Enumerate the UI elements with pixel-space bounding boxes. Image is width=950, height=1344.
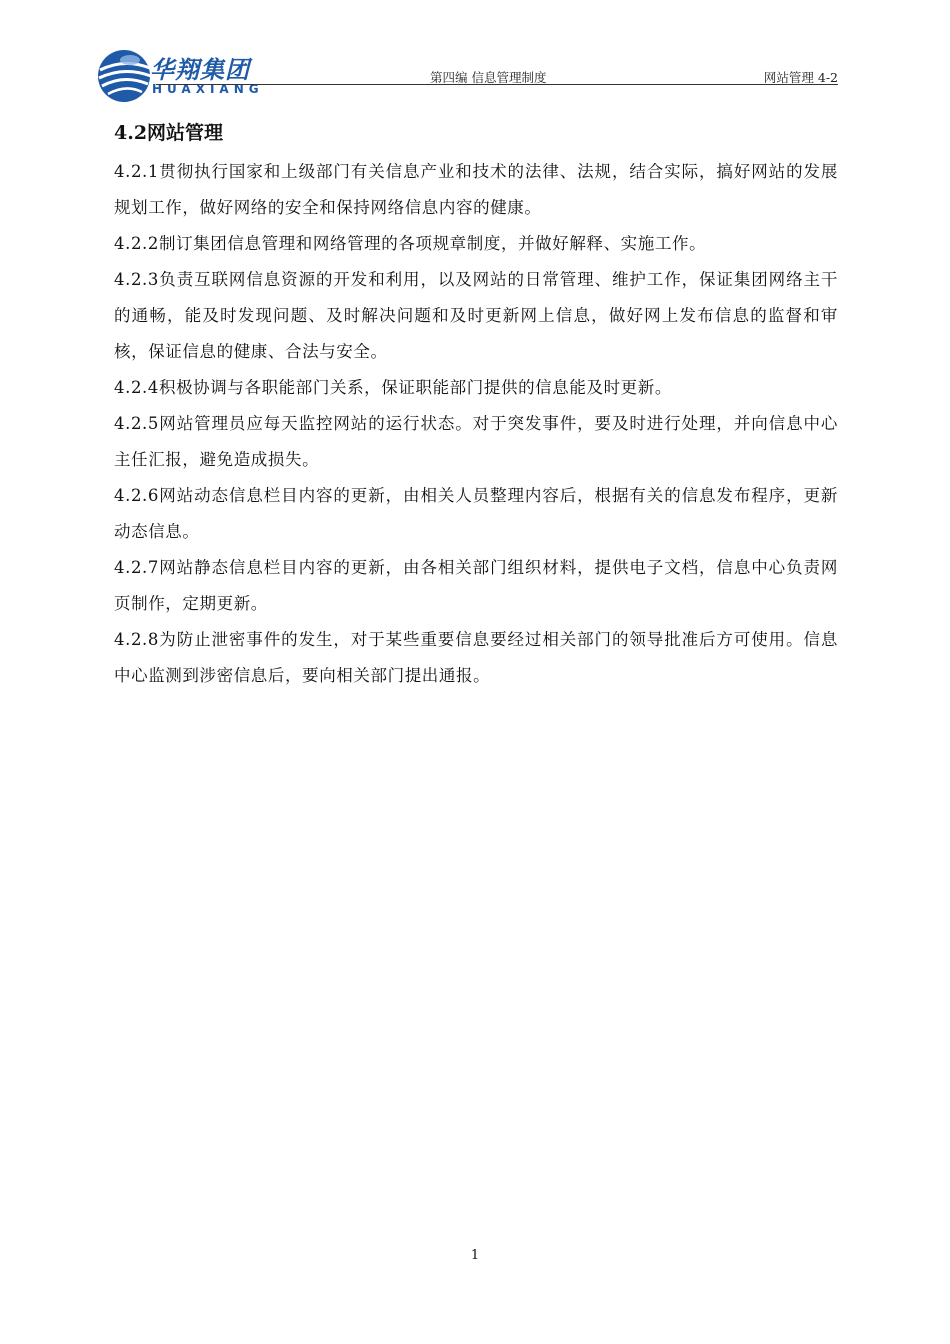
- header-divider: [156, 84, 838, 85]
- paragraph-4-2-2: 4.2.2制订集团信息管理和网络管理的各项规章制度，并做好解释、实施工作。: [114, 234, 707, 253]
- section-title: 4.2网站管理: [114, 122, 224, 144]
- page-header: [96, 44, 838, 104]
- paragraph-4-2-6: 4.2.6网站动态信息栏目内容的更新，由相关人员整理内容后，根据有关的信息发布程序，更新动态信息。: [114, 486, 838, 541]
- paragraph-4-2-3: 4.2.3负责互联网信息资源的开发和利用，以及网站的日常管理、维护工作，保证集团网络主干的通畅，能及时发现问题、及时解决问题和及时更新网上信息，做好网上发布信息的监督和审核，保证信息的健康、合法与安全。: [114, 270, 838, 361]
- header-chapter-title: 第四编 信息管理制度: [430, 70, 547, 85]
- paragraph-4-2-5: 4.2.5网站管理员应每天监控网站的运行状态。对于突发事件，要及时进行处理，并向信息中心主任汇报，避免造成损失。: [114, 414, 838, 469]
- document-body: [114, 118, 838, 694]
- paragraph-4-2-1: 4.2.1贯彻执行国家和上级部门有关信息产业和技术的法律、法规，结合实际，搞好网站的发展规划工作，做好网络的安全和保持网络信息内容的健康。: [114, 162, 838, 217]
- paragraph-4-2-8: 4.2.8为防止泄密事件的发生，对于某些重要信息要经过相关部门的领导批准后方可使用。信息中心监测到涉密信息后，要向相关部门提出通报。: [114, 630, 838, 685]
- globe-logo-icon: [96, 44, 152, 104]
- company-logo: [96, 44, 276, 104]
- paragraph-4-2-7: 4.2.7网站静态信息栏目内容的更新，由各相关部门组织材料，提供电子文档，信息中心负责网页制作，定期更新。: [114, 558, 838, 613]
- logo-chinese-text: 华翔集团: [150, 56, 250, 84]
- logo-english-text: HUAXIANG: [152, 82, 264, 96]
- header-section-ref: 网站管理 4-2: [763, 70, 838, 85]
- page-number: 1: [470, 1248, 480, 1263]
- paragraph-4-2-4: 4.2.4积极协调与各职能部门关系，保证职能部门提供的信息能及时更新。: [114, 378, 672, 397]
